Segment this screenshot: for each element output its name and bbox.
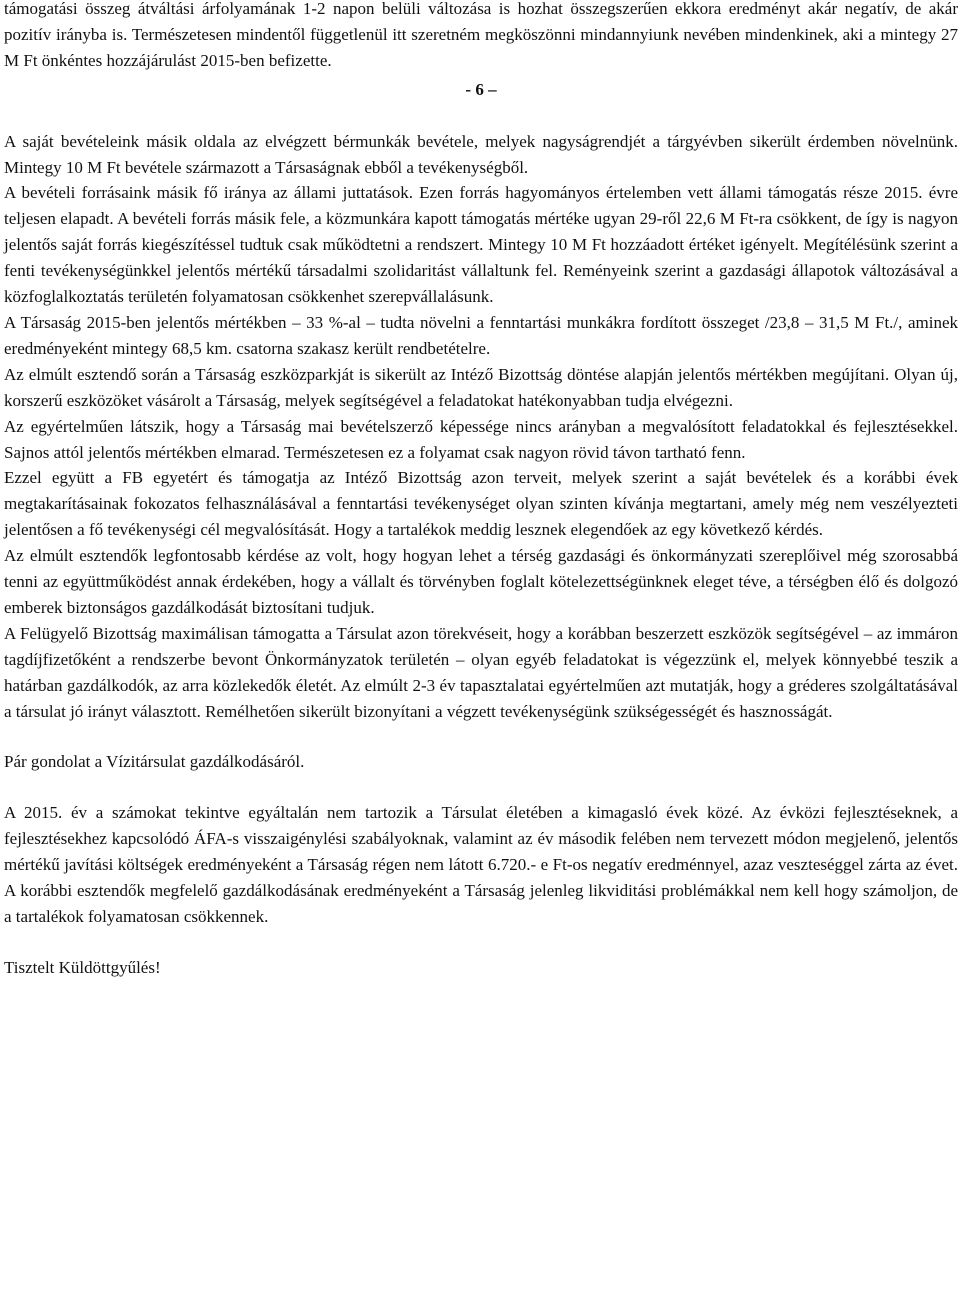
paragraph: Az elmúlt esztendő során a Társaság eszközparkját is sikerült az Intéző Bizottság döntése alapján jelentős mértékben megújítani. Olyan új, korszerű eszközöket vásárolt a Társaság, melyek segítségével a feladatokat hatékonyabban tudja elvégezni.	[4, 364, 958, 410]
paragraph: Ezzel együtt a FB egyetért és támogatja az Intéző Bizottság azon terveit, melyek szerint a saját bevételek és a korábbi évek megtakarításainak fokozatos felhasználásával a fenntartási tevékenységet olyan szinten kívánja megtartani, amely még nem veszélyezteti jelentősen a fő tevékenységi cél megvalósítását. Hogy a tartalékok meddig lesznek elegendőek az egy következő kérdés.	[4, 468, 958, 540]
paragraph: Az elmúlt esztendők legfontosabb kérdése az volt, hogy hogyan lehet a térség gazdasági és önkormányzati szereplőivel még szorosabbá tenni az együttműködést annak érdekében, hogy a vállalt és törvényben foglalt kötelezettségünknek eleget téve, a térségben élő és dolgozó emberek biztonságos gazdálkodását biztosítani tudjuk.	[4, 546, 958, 617]
paragraph-continued: támogatási összeg átváltási árfolyamának 1-2 napon belüli változása is hozhat összegszerűen ekkora eredményt akár negatív, de akár pozitív irányba is. Természetesen mindentől függetlenül itt szeretném megköszönni mindannyiunk nevében mindenkinek, aki a mintegy 27 M Ft önkéntes hozzájárulást 2015-ben befizette.	[4, 0, 958, 70]
paragraph: Az egyértelműen látszik, hogy a Társaság mai bevételszerző képessége nincs arányban a megvalósított feladatokkal és fejlesztésekkel. Sajnos attól jelentős mértékben elmarad. Természetesen ez a folyamat csak nagyon rövid távon tartható fenn.	[4, 416, 958, 462]
paragraph: A Társaság 2015-ben jelentős mértékben – 33 %-al – tudta növelni a fenntartási munkákra fordított összeget /23,8 – 31,5 M Ft./, aminek eredményeként mintegy 68,5 km. csatorna szakasz került rendbetételre.	[4, 312, 958, 358]
paragraph: A saját bevételeink másik oldala az elvégzett bérmunkák bevétele, melyek nagyságrendjét a tárgyévben sikerült érdemben növelnünk. Mintegy 10 M Ft bevétele származott a Társaságnak ebből a tevékenységből.	[4, 131, 958, 177]
section-heading: Pár gondolat a Vízitársulat gazdálkodásáról.	[4, 752, 305, 772]
section-paragraph: A 2015. év a számokat tekintve egyáltalán nem tartozik a Társulat életében a kimagasló évek közé. Az évközi fejlesztéseknek, a fejlesztésekhez kapcsolódó ÁFA-s visszaigénylési szabályoknak, valamint az év második felében nem tervezett módon megjelenő, jelentős mértékű javítási költségek eredményeként a Társaság régen nem látott 6.720.- e Ft-os negatív eredménnyel, azaz veszteséggel zárta az évet. A korábbi esztendők megfelelő gazdálkodásának eredményeként a Társaság jelenleg likviditási problémákkal nem kell hogy számoljon, de a tartalékok folyamatosan csökkennek.	[4, 803, 958, 926]
paragraph: A Felügyelő Bizottság maximálisan támogatta a Társulat azon törekvéseit, hogy a korábban beszerzett eszközök segítségével – az immáron tagdíjfizetőként a rendszerbe bevont Önkormányzatok területén – olyan egyéb feladatokat is végezzünk el, melyek könnyebbé teszik a határban gazdálkodók, az arra közlekedők életét. Az elmúlt 2-3 év tapasztalatai egyértelműen azt mutatják, hogy a gréderes szolgáltatásával a társulat jó irányt választott. Remélhetően sikerült bizonyítani a végzett tevékenységünk szükségességét és hasznosságát.	[4, 623, 958, 721]
paragraph: A bevételi forrásaink másik fő iránya az állami juttatások. Ezen forrás hagyományos értelemben vett állami támogatás része 2015. évre teljesen elapadt. A bevételi forrás másik fele, a közmunkára kapott támogatás mértéke ugyan 29-ről 22,6 M Ft-ra csökkent, de így is nagyon jelentős saját forrás kiegészítéssel tudtuk csak működtetni a rendszert. Mintegy 10 M Ft hozzáadott értéket igényelt. Megítélésünk szerint a fenti tevékenységünkkel jelentős mértékű társadalmi szolidaritást vállaltunk fel. Reményeink szerint a gazdasági állapotok változásával a közfoglalkoztatás területén folyamatosan csökkenhet szerepvállalásunk.	[4, 183, 958, 307]
page-number: - 6 –	[465, 79, 497, 99]
closing-salutation: Tisztelt Küldöttgyűlés!	[4, 957, 161, 977]
